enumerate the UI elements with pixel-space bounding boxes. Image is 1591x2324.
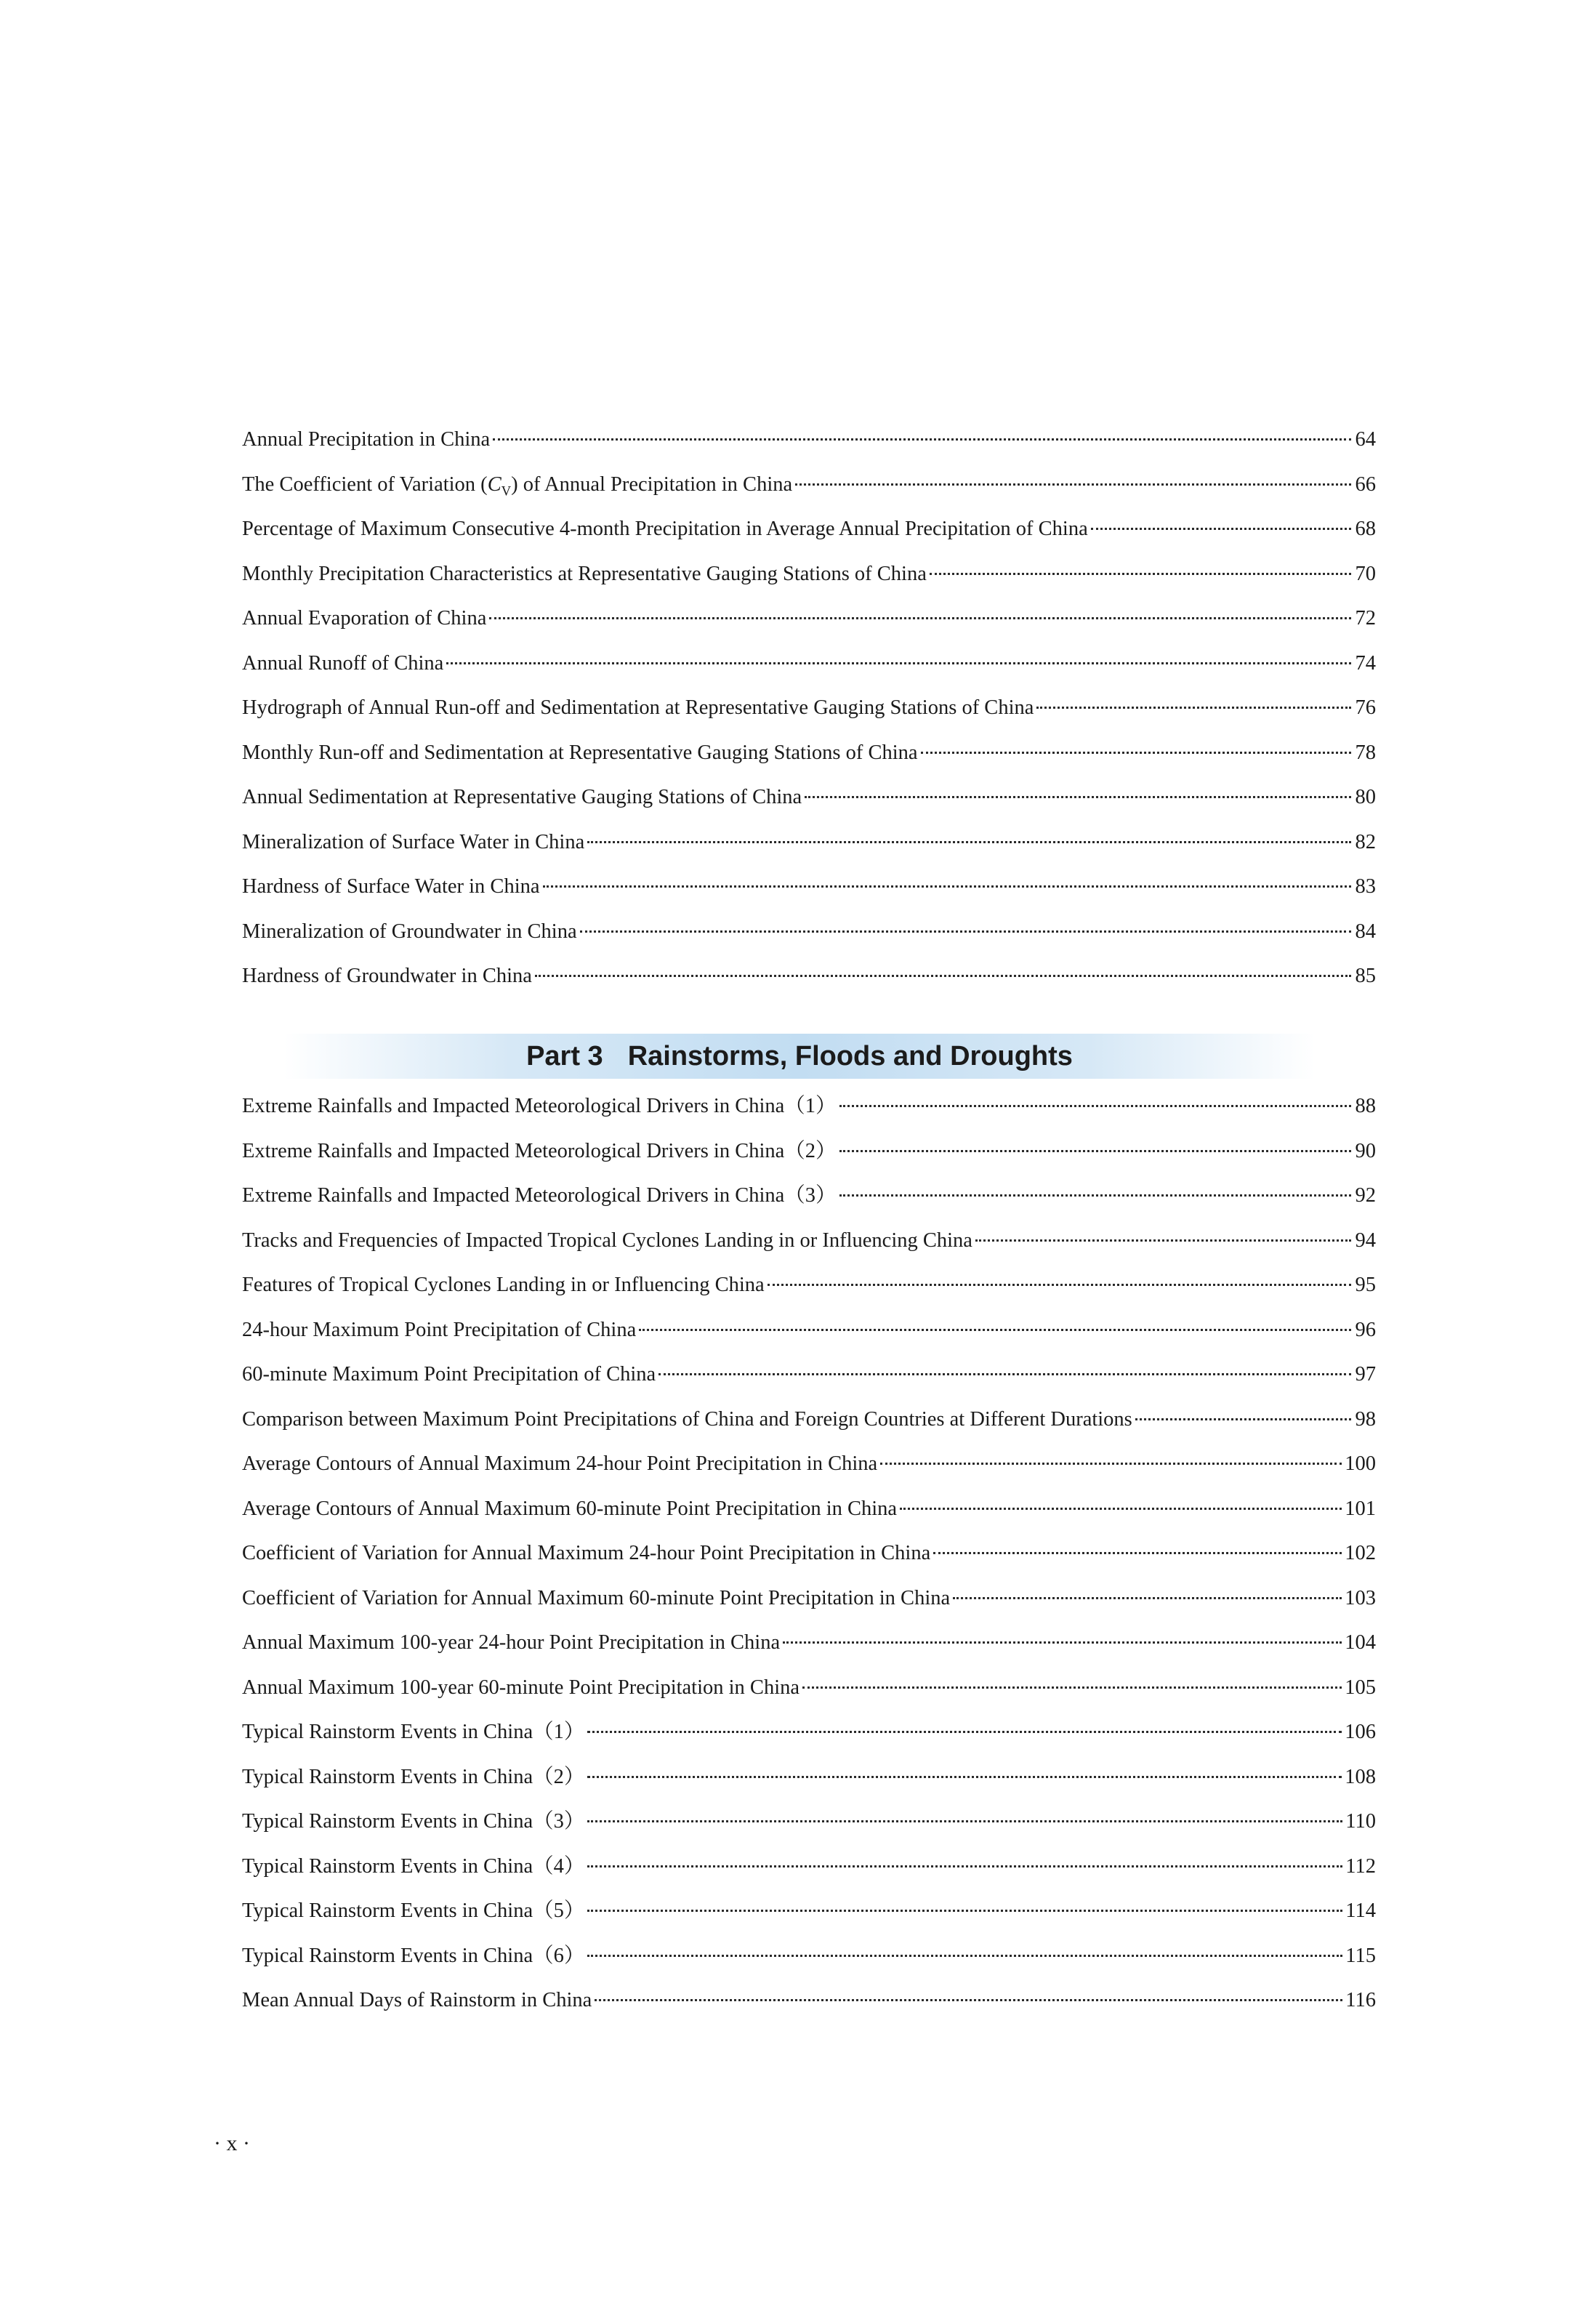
toc-leader-dots: [587, 1731, 1342, 1733]
toc-entry-page: 83: [1355, 875, 1376, 898]
toc-leader-dots: [768, 1284, 1351, 1286]
toc-entry-page: 108: [1345, 1765, 1376, 1788]
toc-entry-title: Coefficient of Variation for Annual Maximum 60-minute Point Precipitation in China: [242, 1586, 951, 1609]
toc-entry[interactable]: [242, 1586, 1376, 1631]
toc-entry-title: 24-hour Maximum Point Precipitation of China: [242, 1318, 637, 1341]
toc-entry-title: Annual Precipitation in China: [242, 428, 491, 451]
toc-leader-dots: [1091, 528, 1351, 530]
toc-leader-dots: [658, 1373, 1351, 1375]
toc-entry[interactable]: [242, 1988, 1376, 2033]
toc-leader-dots: [587, 1820, 1342, 1822]
toc-entry-page: 66: [1355, 473, 1376, 496]
toc-entry-page: 74: [1355, 651, 1376, 675]
toc-leader-dots: [795, 483, 1351, 486]
toc-entry[interactable]: [242, 964, 1376, 1009]
toc-list-continued: [242, 427, 1376, 1009]
toc-entry[interactable]: [242, 517, 1376, 562]
toc-entry[interactable]: [242, 1944, 1376, 1989]
toc-leader-dots: [930, 573, 1351, 575]
toc-entry[interactable]: [242, 920, 1376, 965]
toc-leader-dots: [1135, 1418, 1351, 1420]
toc-entry-page: 116: [1345, 1989, 1376, 2011]
toc-entry-title: Extreme Rainfalls and Impacted Meteorological Drivers in China（3）: [242, 1184, 837, 1207]
toc-entry-title: Typical Rainstorm Events in China（4）: [242, 1854, 585, 1878]
toc-entry-title: Typical Rainstorm Events in China（6）: [242, 1944, 585, 1967]
toc-entry[interactable]: [242, 1229, 1376, 1274]
toc-leader-dots: [900, 1508, 1342, 1510]
toc-entry-title: Typical Rainstorm Events in China（3）: [242, 1810, 585, 1833]
toc-entry-title: Annual Maximum 100-year 24-hour Point Precipitation in China: [242, 1631, 781, 1654]
toc-entry-page: 112: [1345, 1854, 1376, 1878]
toc-entry-title: Extreme Rainfalls and Impacted Meteorological Drivers in China（1）: [242, 1095, 837, 1117]
toc-entry-page: 105: [1345, 1676, 1376, 1699]
toc-entry[interactable]: [242, 1541, 1376, 1586]
toc-entry[interactable]: [242, 1362, 1376, 1407]
toc-entry-title: Average Contours of Annual Maximum 24-hour Point Precipitation in China: [242, 1452, 878, 1475]
toc-entry-page: 110: [1345, 1810, 1376, 1833]
toc-entry-title: Hardness of Surface Water in China: [242, 875, 540, 898]
toc-entry-page: 78: [1355, 741, 1376, 764]
toc-entry[interactable]: [242, 1318, 1376, 1363]
toc-leader-dots: [933, 1552, 1342, 1554]
toc-leader-dots: [595, 1999, 1342, 2001]
toc-leader-dots: [921, 752, 1351, 754]
toc-entry-page: 85: [1355, 965, 1376, 987]
toc-entry[interactable]: [242, 1809, 1376, 1854]
toc-entry-page: 82: [1355, 830, 1376, 853]
toc-entry[interactable]: [242, 473, 1376, 518]
toc-leader-dots: [839, 1150, 1351, 1152]
toc-entry-page: 98: [1355, 1407, 1376, 1431]
toc-entry-page: 80: [1355, 786, 1376, 808]
toc-entry[interactable]: [242, 1497, 1376, 1542]
toc-entry[interactable]: [242, 785, 1376, 830]
toc-entry[interactable]: [242, 874, 1376, 920]
toc-entry-title: Coefficient of Variation for Annual Maximum 24-hour Point Precipitation in China: [242, 1542, 931, 1564]
toc-entry-title: Annual Maximum 100-year 60-minute Point Precipitation in China: [242, 1676, 800, 1699]
toc-entry-page: 104: [1345, 1631, 1376, 1654]
toc-entry-page: 115: [1345, 1944, 1376, 1967]
toc-leader-dots: [587, 1776, 1342, 1778]
toc-leader-dots: [580, 930, 1351, 933]
toc-entry-title: Annual Sedimentation at Representative Gauging Stations of China: [242, 786, 802, 808]
toc-leader-dots: [839, 1194, 1351, 1197]
toc-entry-title: Tracks and Frequencies of Impacted Tropical Cyclones Landing in or Influencing China: [242, 1229, 972, 1252]
toc-entry-page: 70: [1355, 562, 1376, 585]
toc-leader-dots: [587, 841, 1351, 843]
toc-entry[interactable]: [242, 427, 1376, 473]
toc-leader-dots: [802, 1686, 1342, 1689]
part-heading-banner: [283, 1034, 1316, 1079]
toc-entry[interactable]: [242, 562, 1376, 607]
toc-entry-page: 72: [1355, 607, 1376, 630]
toc-entry-title: 60-minute Maximum Point Precipitation of China: [242, 1363, 656, 1386]
page-number: · x ·: [214, 2131, 250, 2155]
toc-entry-title: Typical Rainstorm Events in China（1）: [242, 1721, 585, 1743]
toc-leader-dots: [535, 975, 1351, 977]
toc-entry-page: 102: [1345, 1542, 1376, 1564]
part-number: Part 3: [526, 1040, 603, 1071]
toc-leader-dots: [805, 796, 1351, 798]
toc-leader-dots: [1036, 707, 1351, 709]
toc-entry-page: 64: [1355, 428, 1376, 451]
toc-entry-title: Mineralization of Surface Water in China: [242, 830, 585, 853]
toc-entry-title: Mineralization of Groundwater in China: [242, 920, 577, 943]
toc-leader-dots: [975, 1239, 1351, 1242]
toc-entry[interactable]: [242, 651, 1376, 696]
toc-entry[interactable]: [242, 1094, 1376, 1139]
toc-entry[interactable]: [242, 1676, 1376, 1721]
toc-entry-title: Monthly Run-off and Sedimentation at Representative Gauging Stations of China: [242, 741, 918, 764]
toc-entry[interactable]: [242, 606, 1376, 651]
toc-entry[interactable]: [242, 1720, 1376, 1765]
toc-list-part3: [242, 1094, 1376, 2033]
toc-entry-page: 76: [1355, 696, 1376, 719]
toc-leader-dots: [783, 1641, 1342, 1644]
toc-entry-title: Average Contours of Annual Maximum 60-minute Point Precipitation in China: [242, 1497, 898, 1520]
toc-entry[interactable]: [242, 1139, 1376, 1184]
toc-entry-title: Extreme Rainfalls and Impacted Meteorological Drivers in China（2）: [242, 1139, 837, 1162]
toc-leader-dots: [543, 885, 1351, 888]
toc-entry[interactable]: [242, 1765, 1376, 1810]
toc-entry-title: The Coefficient of Variation $(C_V)$ of Annual Precipitation in China: [242, 473, 793, 499]
toc-leader-dots: [839, 1105, 1351, 1107]
toc-entry[interactable]: [242, 1452, 1376, 1497]
toc-entry-page: 114: [1345, 1899, 1376, 1922]
toc-leader-dots: [587, 1910, 1342, 1912]
toc-entry-page: 106: [1345, 1721, 1376, 1743]
toc-entry-title: Comparison between Maximum Point Precipitations of China and Foreign Countries at Different Durations: [242, 1407, 1132, 1431]
toc-leader-dots: [639, 1329, 1351, 1331]
toc-leader-dots: [446, 662, 1351, 664]
toc-entry-title: Typical Rainstorm Events in China（2）: [242, 1765, 585, 1788]
toc-leader-dots: [880, 1463, 1342, 1465]
toc-entry-page: 100: [1345, 1452, 1376, 1475]
toc-entry-title: Hydrograph of Annual Run-off and Sedimentation at Representative Gauging Stations of China: [242, 696, 1034, 719]
part-heading: [526, 1041, 1073, 1072]
toc-leader-dots: [587, 1865, 1342, 1867]
toc-entry-page: 103: [1345, 1586, 1376, 1609]
toc-leader-dots: [953, 1597, 1342, 1599]
toc-entry-title: Hardness of Groundwater in China: [242, 965, 532, 987]
toc-entry-title: Annual Runoff of China: [242, 651, 444, 675]
toc-entry-title: Mean Annual Days of Rainstorm in China: [242, 1989, 592, 2011]
toc-leader-dots: [587, 1955, 1342, 1957]
toc-entry-title: Features of Tropical Cyclones Landing in or Influencing China: [242, 1274, 765, 1296]
toc-entry-page: 101: [1345, 1497, 1376, 1520]
toc-entry[interactable]: [242, 1273, 1376, 1318]
toc-entry-page: 95: [1355, 1274, 1376, 1296]
toc-leader-dots: [489, 617, 1351, 619]
toc-entry-page: 94: [1355, 1229, 1376, 1252]
toc-leader-dots: [493, 438, 1351, 441]
toc-entry-title: Percentage of Maximum Consecutive 4-month Precipitation in Average Annual Precipitation of China: [242, 518, 1088, 540]
toc-entry-page: 97: [1355, 1363, 1376, 1386]
toc-entry[interactable]: [242, 1854, 1376, 1899]
toc-entry-page: 96: [1355, 1318, 1376, 1341]
toc-entry[interactable]: [242, 1899, 1376, 1944]
toc-entry-page: 68: [1355, 518, 1376, 540]
toc-entry[interactable]: [242, 741, 1376, 786]
toc-entry-page: 92: [1355, 1184, 1376, 1207]
toc-entry-page: 84: [1355, 920, 1376, 943]
part-title: Rainstorms, Floods and Droughts: [627, 1040, 1073, 1071]
toc-entry[interactable]: [242, 1183, 1376, 1229]
toc-entry-title: Typical Rainstorm Events in China（5）: [242, 1899, 585, 1922]
toc-entry[interactable]: [242, 1407, 1376, 1452]
toc-entry[interactable]: [242, 830, 1376, 875]
toc-entry-page: 90: [1355, 1139, 1376, 1162]
toc-entry-title: Monthly Precipitation Characteristics at Representative Gauging Stations of China: [242, 562, 927, 585]
toc-entry[interactable]: [242, 1631, 1376, 1676]
toc-entry[interactable]: [242, 696, 1376, 741]
toc-entry-title: Annual Evaporation of China: [242, 607, 487, 630]
toc-entry-page: 88: [1355, 1095, 1376, 1117]
